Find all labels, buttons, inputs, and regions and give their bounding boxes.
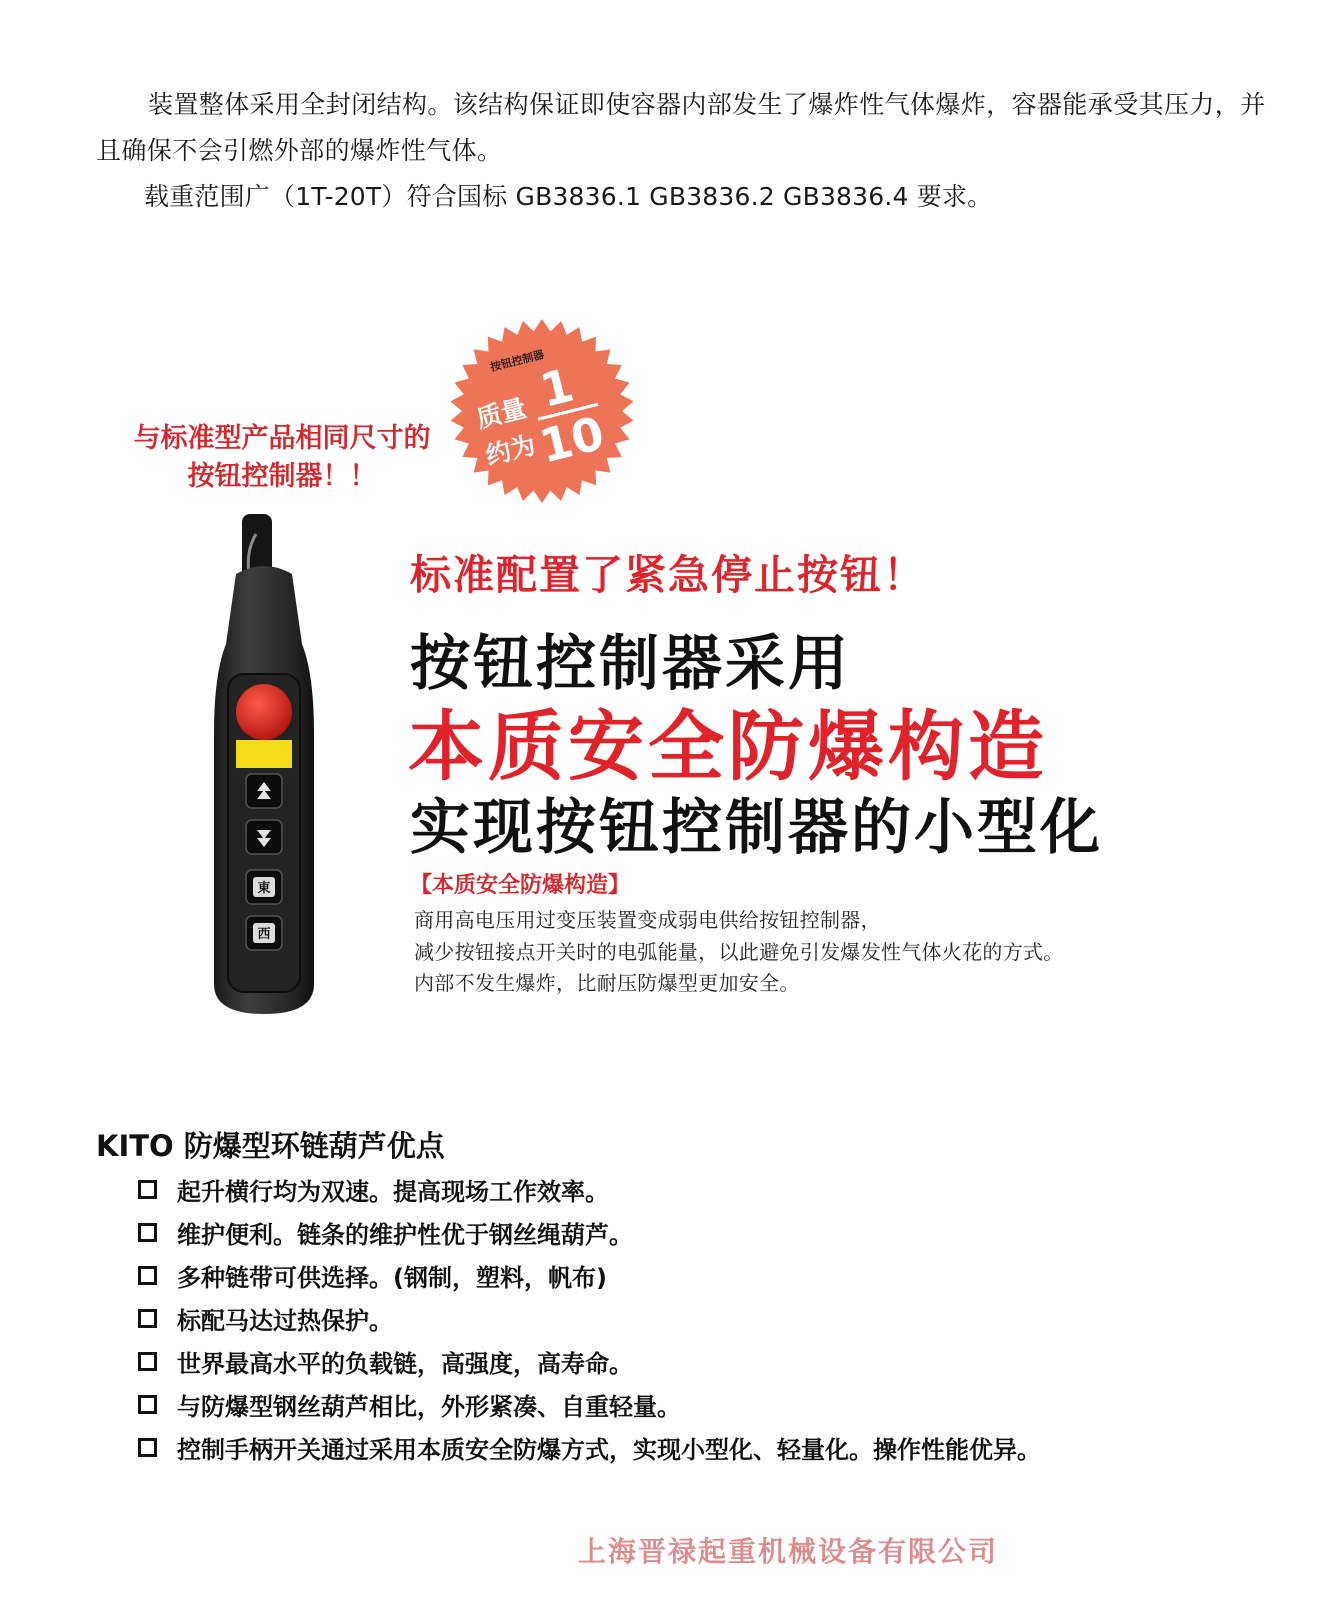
list-item: 标配马达过热保护。 (138, 1297, 1041, 1340)
list-item: 多种链带可供选择。(钢制，塑料，帆布) (138, 1254, 1041, 1297)
advantages-list (138, 1168, 1041, 1469)
pendant-controller-image (206, 514, 322, 1024)
size-tagline (112, 420, 452, 496)
weight-badge (448, 312, 636, 510)
intro-paragraph-enclosure: 装置整体采用全封闭结构。该结构保证即使容器内部发生了爆炸性气体爆炸，容器能承受其压力，并且确保不会引燃外部的爆炸性气体。 (96, 90, 1266, 165)
headline-miniaturization: 实现按钮控制器的小型化 (410, 793, 1103, 863)
feature-label: 【本质安全防爆构造】 (410, 873, 631, 898)
list-item: 起升横行均为双速。提高现场工作效率。 (138, 1168, 1041, 1211)
checkbox-square-icon (138, 1223, 157, 1242)
badge-quality-label: 质量 (473, 393, 530, 434)
pendant-east-label: 東 (257, 881, 271, 896)
checkbox-square-icon (138, 1395, 157, 1414)
checkbox-square-icon (138, 1266, 157, 1285)
list-item: 与防爆型钢丝葫芦相比，外形紧凑、自重轻量。 (138, 1383, 1041, 1426)
list-item: 世界最高水平的负载链，高强度，高寿命。 (138, 1340, 1041, 1383)
emergency-stop-button (236, 684, 292, 740)
checkbox-square-icon (138, 1352, 157, 1371)
headline-intrinsic-safety: 本质安全防爆构造 (408, 702, 1048, 791)
tagline-line-1: 与标准型产品相同尺寸的 (133, 423, 431, 454)
list-item: 控制手柄开关通过采用本质安全防爆方式，实现小型化、轻量化。操作性能优异。 (138, 1426, 1041, 1469)
checkbox-square-icon (138, 1309, 157, 1328)
advantages-title: KITO 防爆型环链葫芦优点 (96, 1129, 445, 1163)
estop-yellow-guard (236, 740, 292, 768)
checkbox-square-icon (138, 1180, 157, 1199)
list-item: 维护便利。链条的维护性优于钢丝绳葫芦。 (138, 1211, 1041, 1254)
feature-line: 商用高电压用过变压装置变成弱电供给按钮控制器， (414, 908, 881, 932)
company-name-footer: 上海晋禄起重机械设备有限公司 (578, 1535, 999, 1568)
headline-controller-uses: 按钮控制器采用 (410, 629, 851, 699)
feature-line: 减少按钮接点开关时的电弧能量，以此避免引发爆发性气体火花的方式。 (414, 940, 1064, 964)
headline-emergency-stop: 标准配置了紧急停止按钮！ (410, 551, 926, 599)
badge-denominator: 10 (534, 405, 610, 474)
checkbox-square-icon (138, 1438, 157, 1457)
badge-approx-label: 约为 (482, 430, 539, 471)
pendant-west-label: 西 (257, 927, 271, 942)
intro-paragraph-load-range: 载重范围广（1T-20T）符合国标 GB3836.1 GB3836.2 GB3836.4 要求。 (144, 182, 993, 211)
badge-numerator: 1 (534, 357, 579, 418)
feature-line: 内部不发生爆炸，比耐压防爆型更加安全。 (414, 971, 800, 995)
tagline-line-2: 按钮控制器！！ (187, 461, 377, 492)
badge-small-label: 按钮控制器 (488, 348, 546, 374)
